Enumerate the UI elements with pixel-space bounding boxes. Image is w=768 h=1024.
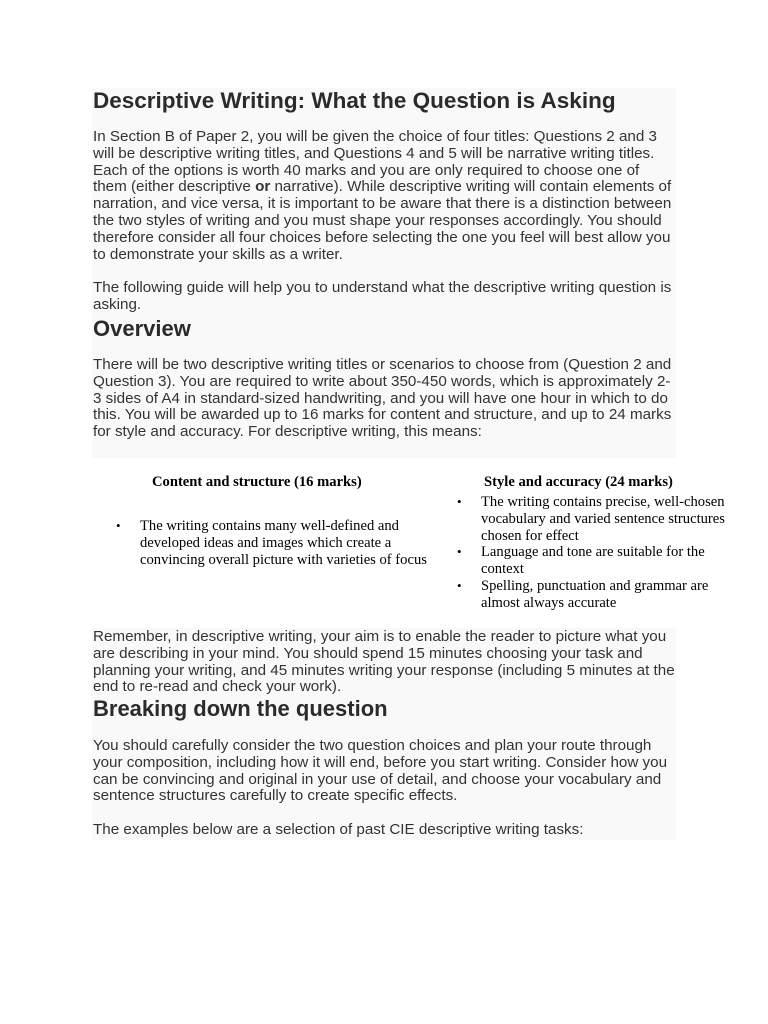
examples-intro: The examples below are a selection of past CIE descriptive writing tasks: (93, 821, 584, 838)
list-item: • The writing contains many well-defined and developed ideas and images which create a convincing overall picture with varieties of focus (140, 518, 430, 568)
overview-heading: Overview (93, 316, 191, 341)
remember-paragraph: Remember, in descriptive writing, your aim is to enable the reader to picture what you are describing in your mind. You should spend 15 minutes choosing your task and planning your writing, and 45 minutes writing your response (including 5 minutes at the end to re-read and check your work). (93, 628, 675, 696)
content-structure-heading: Content and structure (16 marks) (152, 474, 362, 490)
content-structure-list (140, 518, 430, 568)
page-title: Descriptive Writing: What the Question is Asking (93, 88, 616, 113)
list-item: • The writing contains precise, well-chosen vocabulary and varied sentence structures chosen for effect (481, 494, 727, 544)
intro-text-end: narrative). While descriptive writing will contain elements of narration, and vice versa, it is important to be aware that there is a distinction between the two styles of writing and you must shape your responses accordingly. You should therefore consider all four choices before selecting the one you feel will best allow you to demonstrate your skills as a writer. (93, 178, 672, 263)
breaking-down-heading: Breaking down the question (93, 696, 388, 721)
style-accuracy-column (460, 474, 740, 614)
list-item: • Spelling, punctuation and grammar are almost always accurate (481, 578, 727, 612)
intro-bold-word: or (255, 178, 271, 196)
intro-section (92, 88, 676, 458)
style-accuracy-list (481, 494, 727, 612)
breaking-down-paragraph: You should carefully consider the two question choices and plan your route through your composition, including how it will end, before you start writing. Consider how you can be convincing and original in your use of detail, and choose your vocabulary and sentence structures carefully to create specific effects. (93, 737, 668, 805)
guide-paragraph: The following guide will help you to understand what the descriptive writing question is asking. (93, 279, 672, 313)
intro-text-start: In Section B of Paper 2, you will be given the choice of four titles: Questions 2 and 3 will be descriptive writing titles, and Questions 4 and 5 will be narrative writing titles. Each of the options is worth 40 marks and you are only required to choose one of them (either descriptive (93, 128, 657, 196)
content-structure-column (92, 474, 432, 604)
guidance-section (92, 628, 676, 840)
overview-paragraph: There will be two descriptive writing titles or scenarios to choose from (Question 2 and Question 3). You are required to write about 350-450 words, which is approximately 2-3 sides of A4 in standard-sized handwriting, and you will have one hour in which to do this. You will be awarded up to 16 marks for content and structure, and up to 24 marks for style and accuracy. For descriptive writing, this means: (93, 356, 672, 441)
intro-paragraph (93, 129, 675, 263)
style-accuracy-heading: Style and accuracy (24 marks) (484, 474, 673, 490)
list-item: • Language and tone are suitable for the context (481, 544, 727, 578)
